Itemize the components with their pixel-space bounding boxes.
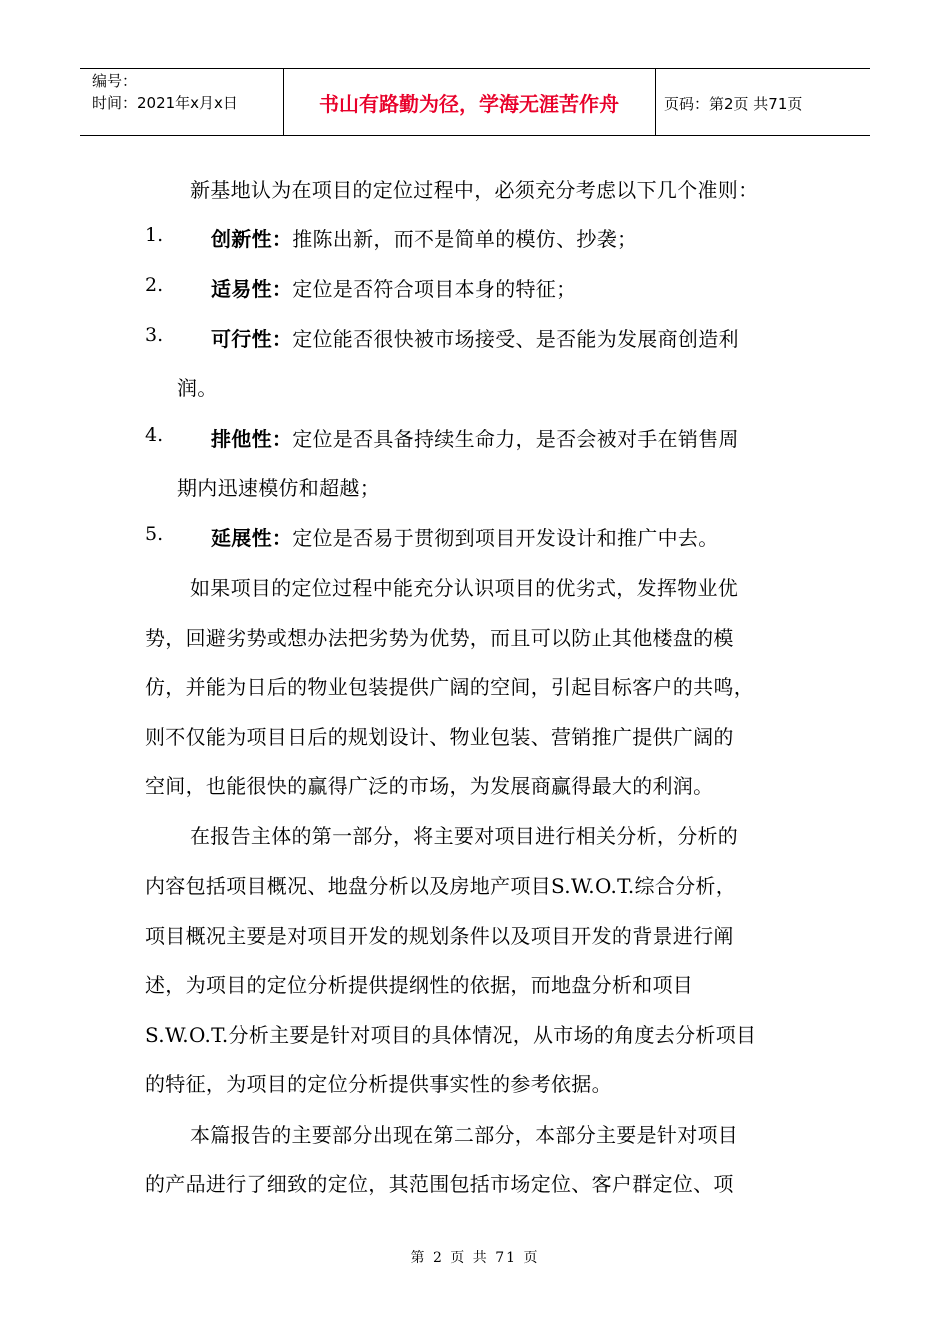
criterion-term: 适易性： <box>211 277 293 301</box>
paragraph-line: 仿，并能为日后的物业包装提供广阔的空间，引起目标客户的共鸣， <box>145 675 754 699</box>
paragraph-line: 的产品进行了细致的定位，其范围包括市场定位、客户群定位、项 <box>145 1172 734 1196</box>
paragraph-line: 述，为项目的定位分析提供提纲性的依据，而地盘分析和项目 <box>145 973 694 997</box>
criterion-continuation: 期内迅速模仿和超越； <box>177 476 380 500</box>
criterion-text: 定位能否很快被市场接受、是否能为发展商创造利 <box>292 327 739 351</box>
header-page-info: 页码：第2页 共71页 <box>664 95 803 113</box>
header-top-rule <box>80 68 870 69</box>
paragraph-line: 则不仅能为项目日后的规划设计、物业包装、营销推广提供广阔的 <box>145 725 734 749</box>
criterion-number: 3. <box>145 324 164 346</box>
criterion-term: 排他性： <box>211 427 293 451</box>
paragraph-line: S.W.O.T.分析主要是针对项目的具体情况，从市场的角度去分析项目 <box>145 1023 757 1047</box>
paragraph-line: 势，回避劣势或想办法把劣势为优势，而且可以防止其他楼盘的模 <box>145 626 734 650</box>
criterion-term: 延展性： <box>211 526 293 550</box>
criterion-text: 推陈出新，而不是简单的模仿、抄袭； <box>292 227 638 251</box>
page-footer: 第 2 页 共 71 页 <box>410 1250 540 1266</box>
criterion-term: 可行性： <box>211 327 293 351</box>
date-label: 时间：2021年x月x日 <box>92 94 238 112</box>
paragraph-line: 的特征，为项目的定位分析提供事实性的参考依据。 <box>145 1072 612 1096</box>
criterion-item <box>211 223 637 252</box>
criterion-number: 5. <box>145 523 164 545</box>
paragraph-line: 空间，也能很快的赢得广泛的市场，为发展商赢得最大的利润。 <box>145 774 714 798</box>
criterion-term: 创新性： <box>211 227 293 251</box>
criterion-number: 2. <box>145 274 164 296</box>
header-divider-right <box>655 68 656 135</box>
intro-text: 新基地认为在项目的定位过程中，必须充分考虑以下几个准则： <box>190 178 759 202</box>
paragraph-line: 项目概况主要是对项目开发的规划条件以及项目开发的背景进行阐 <box>145 924 734 948</box>
header-meta <box>92 70 238 114</box>
criterion-continuation: 润。 <box>177 376 218 400</box>
header-motto: 书山有路勤为径，学海无涯苦作舟 <box>319 92 619 116</box>
paragraph-line: 如果项目的定位过程中能充分认识项目的优劣式，发挥物业优 <box>190 576 739 600</box>
criterion-item <box>211 323 739 352</box>
criterion-item <box>211 423 739 452</box>
criterion-text: 定位是否具备持续生命力，是否会被对手在销售周 <box>292 427 739 451</box>
serial-label: 编号： <box>92 72 138 90</box>
criterion-number: 4. <box>145 424 164 446</box>
paragraph-line: 内容包括项目概况、地盘分析以及房地产项目S.W.O.T.综合分析， <box>145 874 737 898</box>
paragraph-line: 在报告主体的第一部分，将主要对项目进行相关分析，分析的 <box>190 824 739 848</box>
criterion-text: 定位是否符合项目本身的特征； <box>292 277 577 301</box>
paragraph-line: 本篇报告的主要部分出现在第二部分，本部分主要是针对项目 <box>190 1123 739 1147</box>
header-bottom-rule <box>80 135 870 136</box>
criterion-item <box>211 273 576 302</box>
criterion-text: 定位是否易于贯彻到项目开发设计和推广中去。 <box>292 526 719 550</box>
criterion-number: 1. <box>145 224 164 246</box>
criterion-item <box>211 522 719 551</box>
